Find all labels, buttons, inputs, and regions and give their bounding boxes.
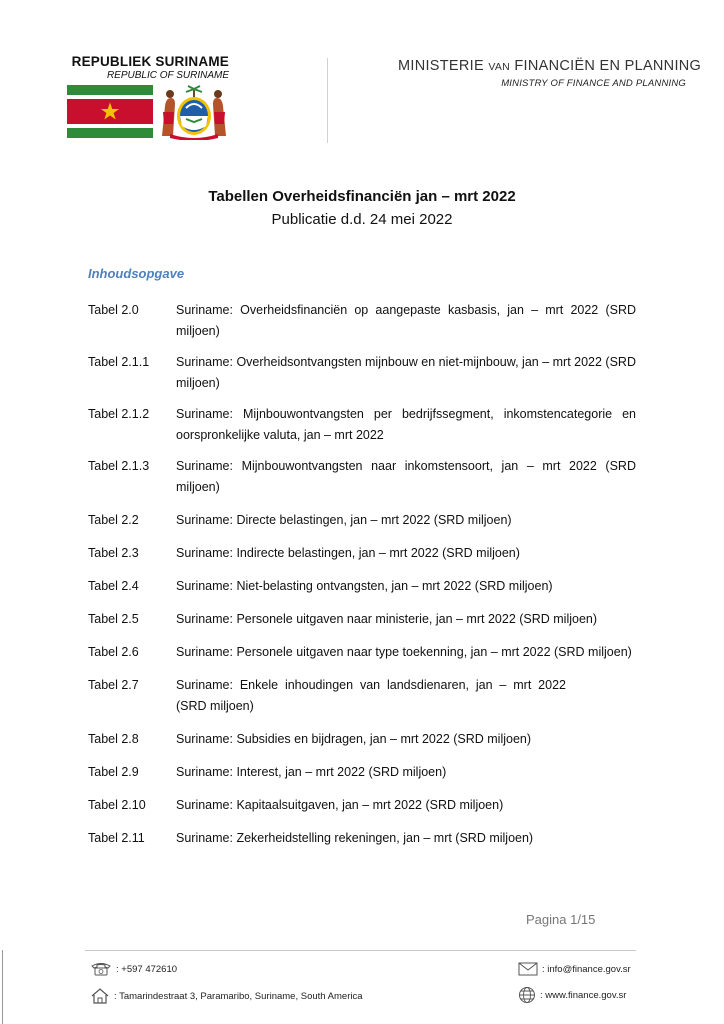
- toc-item-text: Suriname: Personele uitgaven naar ministerie, jan – mrt 2022 (SRD miljoen): [176, 612, 598, 626]
- toc-item-text: Suriname: Directe belastingen, jan – mrt 2022 (SRD miljoen): [176, 513, 512, 527]
- toc-item-number: Tabel 2.6: [88, 645, 139, 659]
- toc-item-number: Tabel 2.3: [88, 546, 139, 560]
- header-divider: [327, 58, 328, 143]
- toc-item-number: Tabel 2.7: [88, 678, 139, 692]
- toc-item-number: Tabel 2.4: [88, 579, 139, 593]
- toc-item[interactable]: [88, 404, 636, 446]
- envelope-icon: [518, 962, 538, 976]
- footer-address: [90, 988, 363, 1004]
- toc-heading: Inhoudsopgave: [88, 266, 185, 281]
- toc-item-number: Tabel 2.0: [88, 303, 139, 317]
- toc-item[interactable]: [88, 642, 636, 663]
- footer-web: [518, 986, 626, 1004]
- toc-item[interactable]: [88, 510, 636, 531]
- document-subtitle: Publicatie d.d. 24 mei 2022: [271, 211, 453, 228]
- toc-item[interactable]: [88, 762, 636, 783]
- ministry-title-part2: VAN: [488, 61, 511, 73]
- toc-item-text: Suriname: Interest, jan – mrt 2022 (SRD miljoen): [176, 765, 447, 779]
- republic-subtitle: REPUBLIC OF SURINAME: [106, 70, 229, 81]
- toc-item-number: Tabel 2.11: [88, 831, 145, 845]
- footer-email: [518, 962, 631, 976]
- toc-item[interactable]: [88, 609, 636, 630]
- toc-item[interactable]: [88, 543, 636, 564]
- toc-item-number: Tabel 2.5: [88, 612, 139, 626]
- toc-item[interactable]: [88, 729, 636, 750]
- toc-item[interactable]: [88, 576, 636, 597]
- phone-text: : +597 472610: [116, 963, 178, 975]
- toc-item-text: Suriname: Enkele inhoudingen van landsdienaren, jan – mrt 2022 (SRD miljoen): [176, 678, 566, 713]
- toc-item[interactable]: [88, 300, 636, 342]
- toc-item[interactable]: [88, 828, 636, 849]
- ministry-title-part1: MINISTERIE: [398, 58, 489, 74]
- republic-title: REPUBLIEK SURINAME: [71, 54, 229, 69]
- toc-item-text: Suriname: Personele uitgaven naar type toekenning, jan – mrt 2022 (SRD miljoen): [176, 645, 632, 659]
- page-edge-line: [2, 950, 3, 1024]
- toc-item[interactable]: [88, 795, 636, 816]
- email-text[interactable]: : info@finance.gov.sr: [542, 963, 631, 975]
- toc-item-text: Suriname: Zekerheidstelling rekeningen, jan – mrt (SRD miljoen): [176, 831, 534, 845]
- toc-item-number: Tabel 2.1.2: [88, 407, 150, 421]
- table-of-contents: [88, 300, 636, 849]
- document-title: Tabellen Overheidsfinanciën jan – mrt 2022: [208, 188, 516, 205]
- toc-item-number: Tabel 2.9: [88, 765, 139, 779]
- suriname-flag-icon: [67, 85, 153, 138]
- toc-item-number: Tabel 2.10: [88, 798, 146, 812]
- ministry-subtitle: MINISTRY OF FINANCE AND PLANNING: [501, 78, 686, 89]
- toc-item-number: Tabel 2.1.3: [88, 459, 150, 473]
- toc-item-number: Tabel 2.8: [88, 732, 139, 746]
- toc-item[interactable]: [88, 675, 636, 717]
- website-text[interactable]: : www.finance.gov.sr: [540, 989, 627, 1001]
- house-icon: [90, 988, 110, 1004]
- toc-item[interactable]: [88, 352, 636, 394]
- toc-item-number: Tabel 2.1.1: [88, 355, 150, 369]
- toc-item-text: Suriname: Kapitaalsuitgaven, jan – mrt 2022 (SRD miljoen): [176, 798, 504, 812]
- footer-divider: [85, 950, 636, 951]
- toc-item-text: Suriname: Niet-belasting ontvangsten, jan – mrt 2022 (SRD miljoen): [176, 579, 553, 593]
- toc-item-text: Suriname: Overheidsontvangsten mijnbouw en niet-mijnbouw, jan – mrt 2022 (SRD miljoen): [176, 355, 636, 390]
- toc-item[interactable]: [88, 456, 636, 498]
- globe-icon: [518, 986, 536, 1004]
- phone-icon: [90, 962, 112, 976]
- toc-item-text: Suriname: Indirecte belastingen, jan – mrt 2022 (SRD miljoen): [176, 546, 520, 560]
- toc-item-number: Tabel 2.2: [88, 513, 139, 527]
- toc-item-text: Suriname: Mijnbouwontvangsten naar inkomstensoort, jan – mrt 2022 (SRD miljoen): [176, 459, 636, 494]
- coat-of-arms-icon: [156, 84, 232, 140]
- footer-phone: [90, 962, 177, 976]
- page-number: Pagina 1/15: [526, 912, 596, 927]
- ministry-title: [398, 58, 701, 74]
- address-text: : Tamarindestraat 3, Paramaribo, Suriname, South America: [114, 990, 363, 1002]
- toc-item-text: Suriname: Mijnbouwontvangsten per bedrijfssegment, inkomstencategorie en oorspronkelijke valuta, jan – mrt 2022: [176, 407, 636, 442]
- toc-item-text: Suriname: Subsidies en bijdragen, jan – mrt 2022 (SRD miljoen): [176, 732, 532, 746]
- toc-item-text: Suriname: Overheidsfinanciën op aangepaste kasbasis, jan – mrt 2022 (SRD miljoen): [176, 303, 636, 338]
- ministry-title-part3: FINANCIËN EN PLANNING: [510, 58, 702, 74]
